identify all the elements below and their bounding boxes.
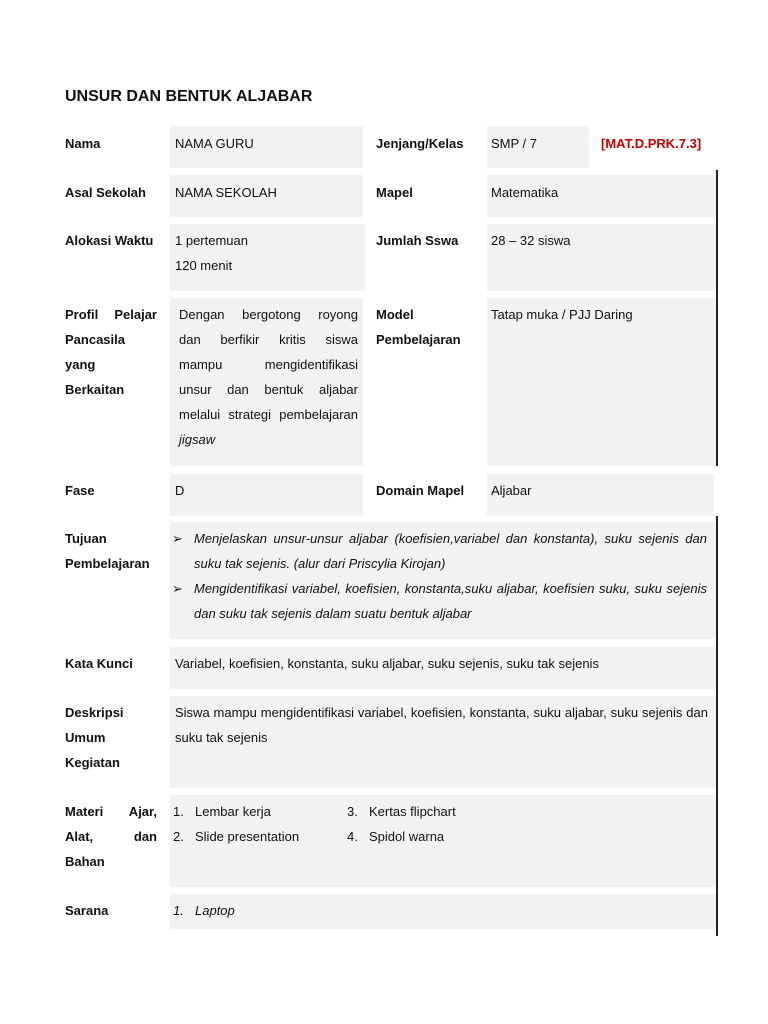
label-jenjang: Jenjang/Kelas xyxy=(376,136,464,151)
sarana-item-number: 1. xyxy=(173,903,184,918)
value-jenjang: SMP / 7 xyxy=(491,136,538,151)
field-kata-kunci xyxy=(170,647,716,689)
profil-line-3: mampu mengidentifikasi xyxy=(179,357,358,372)
materi-item-number: 4. xyxy=(347,829,358,844)
table-border-right xyxy=(716,516,718,936)
materi-item-number: 2. xyxy=(173,829,184,844)
value-kata-kunci: Variabel, koefisien, konstanta, suku aljabar, suku sejenis, suku tak sejenis xyxy=(175,656,599,671)
label-model-line-1: Model xyxy=(376,307,414,322)
tujuan-item xyxy=(170,576,707,626)
value-deskripsi: Siswa mampu mengidentifikasi variabel, koefisien, konstanta, suku aljabar, suku sejenis dan suku tak sejenis xyxy=(175,705,708,745)
materi-item-text: Slide presentation xyxy=(195,829,300,844)
label-model-pembelajaran xyxy=(376,302,461,352)
value-nama: NAMA GURU xyxy=(175,136,254,151)
value-domain-mapel: Aljabar xyxy=(491,483,532,498)
label-profil-line-3: yang xyxy=(65,357,96,372)
field-jenjang xyxy=(487,126,589,168)
field-profil-pelajar xyxy=(170,298,363,466)
label-deskripsi-line-2: Umum xyxy=(65,730,106,745)
label-tujuan-line-2: Pembelajaran xyxy=(65,556,150,571)
label-alokasi-waktu: Alokasi Waktu xyxy=(65,233,154,248)
value-fase: D xyxy=(175,483,185,498)
label-deskripsi-line-3: Kegiatan xyxy=(65,755,120,770)
profil-line-4: unsur dan bentuk aljabar xyxy=(179,382,358,397)
document-title: UNSUR DAN BENTUK ALJABAR xyxy=(65,88,313,105)
label-deskripsi-line-1: Deskripsi xyxy=(65,705,124,720)
label-materi-line-2: Alat, dan xyxy=(65,829,157,844)
field-alokasi-waktu xyxy=(170,224,365,291)
field-tujuan-pembelajaran xyxy=(170,522,716,639)
tujuan-item xyxy=(170,526,707,576)
field-materi xyxy=(170,795,716,887)
profil-line-6: jigsaw xyxy=(179,432,216,447)
field-domain-mapel xyxy=(487,474,714,516)
field-mapel xyxy=(487,175,716,217)
label-mapel: Mapel xyxy=(376,185,413,200)
tujuan-list xyxy=(170,522,716,626)
label-materi-line-3: Bahan xyxy=(65,854,105,869)
tujuan-item-text: Menjelaskan unsur-unsur aljabar (koefisien,variabel dan konstanta), suku sejenis dan suku tak sejenis. (alur dari Priscylia Kirojan) xyxy=(194,531,707,571)
materi-item xyxy=(347,824,444,849)
arrow-bullet-icon: ➢ xyxy=(172,531,183,546)
materi-item xyxy=(173,799,271,824)
value-alokasi-pertemuan: 1 pertemuan xyxy=(175,233,248,248)
label-deskripsi xyxy=(65,700,124,775)
profil-line-2: dan berfikir kritis siswa xyxy=(179,332,358,347)
materi-item-number: 1. xyxy=(173,804,184,819)
field-asal-sekolah xyxy=(170,175,363,217)
materi-item xyxy=(173,824,299,849)
field-model-pembelajaran xyxy=(487,298,716,466)
materi-item-text: Lembar kerja xyxy=(195,804,271,819)
materi-item-text: Kertas flipchart xyxy=(369,804,456,819)
tujuan-item-text: Mengidentifikasi variabel, koefisien, konstanta,suku aljabar, koefisien suku, suku sejenis dan suku tak sejenis dalam suatu bentuk aljabar xyxy=(194,581,707,621)
value-jumlah-siswa: 28 – 32 siswa xyxy=(491,233,571,248)
label-sarana: Sarana xyxy=(65,903,109,918)
field-sarana xyxy=(170,894,716,929)
label-fase: Fase xyxy=(65,483,95,498)
sarana-item-text: Laptop xyxy=(195,903,235,918)
label-profil-line-4: Berkaitan xyxy=(65,382,125,397)
materi-item-number: 3. xyxy=(347,804,358,819)
materi-item xyxy=(347,799,456,824)
value-alokasi-menit: 120 menit xyxy=(175,258,233,273)
field-jumlah-siswa xyxy=(487,224,716,291)
label-nama: Nama xyxy=(65,136,101,151)
label-profil-line-2: Pancasila xyxy=(65,332,125,347)
value-model-pembelajaran: Tatap muka / PJJ Daring xyxy=(491,307,633,322)
table-border-right xyxy=(716,170,718,466)
label-asal-sekolah: Asal Sekolah xyxy=(65,185,146,200)
arrow-bullet-icon: ➢ xyxy=(172,581,183,596)
profil-line-5: melalui strategi pembelajaran xyxy=(179,407,358,422)
field-fase xyxy=(170,474,363,516)
label-materi-line-1: Materi Ajar, xyxy=(65,804,157,819)
competency-code: [MAT.D.PRK.7.3] xyxy=(601,136,702,151)
label-materi xyxy=(65,799,157,874)
materi-item-text: Spidol warna xyxy=(369,829,445,844)
label-jumlah-siswa: Jumlah Sswa xyxy=(376,233,459,248)
label-profil-pelajar xyxy=(65,302,157,402)
field-nama xyxy=(170,126,363,168)
value-mapel: Matematika xyxy=(491,185,559,200)
label-tujuan-line-1: Tujuan xyxy=(65,531,107,546)
label-model-line-2: Pembelajaran xyxy=(376,332,461,347)
label-domain-mapel: Domain Mapel xyxy=(376,483,465,498)
label-kata-kunci: Kata Kunci xyxy=(65,656,133,671)
sarana-item xyxy=(173,898,235,923)
label-profil-line-1: Profil Pelajar xyxy=(65,307,157,322)
value-asal-sekolah: NAMA SEKOLAH xyxy=(175,185,277,200)
field-deskripsi xyxy=(170,696,716,788)
profil-line-1: Dengan bergotong royong xyxy=(179,307,358,322)
label-tujuan-pembelajaran xyxy=(65,526,150,576)
